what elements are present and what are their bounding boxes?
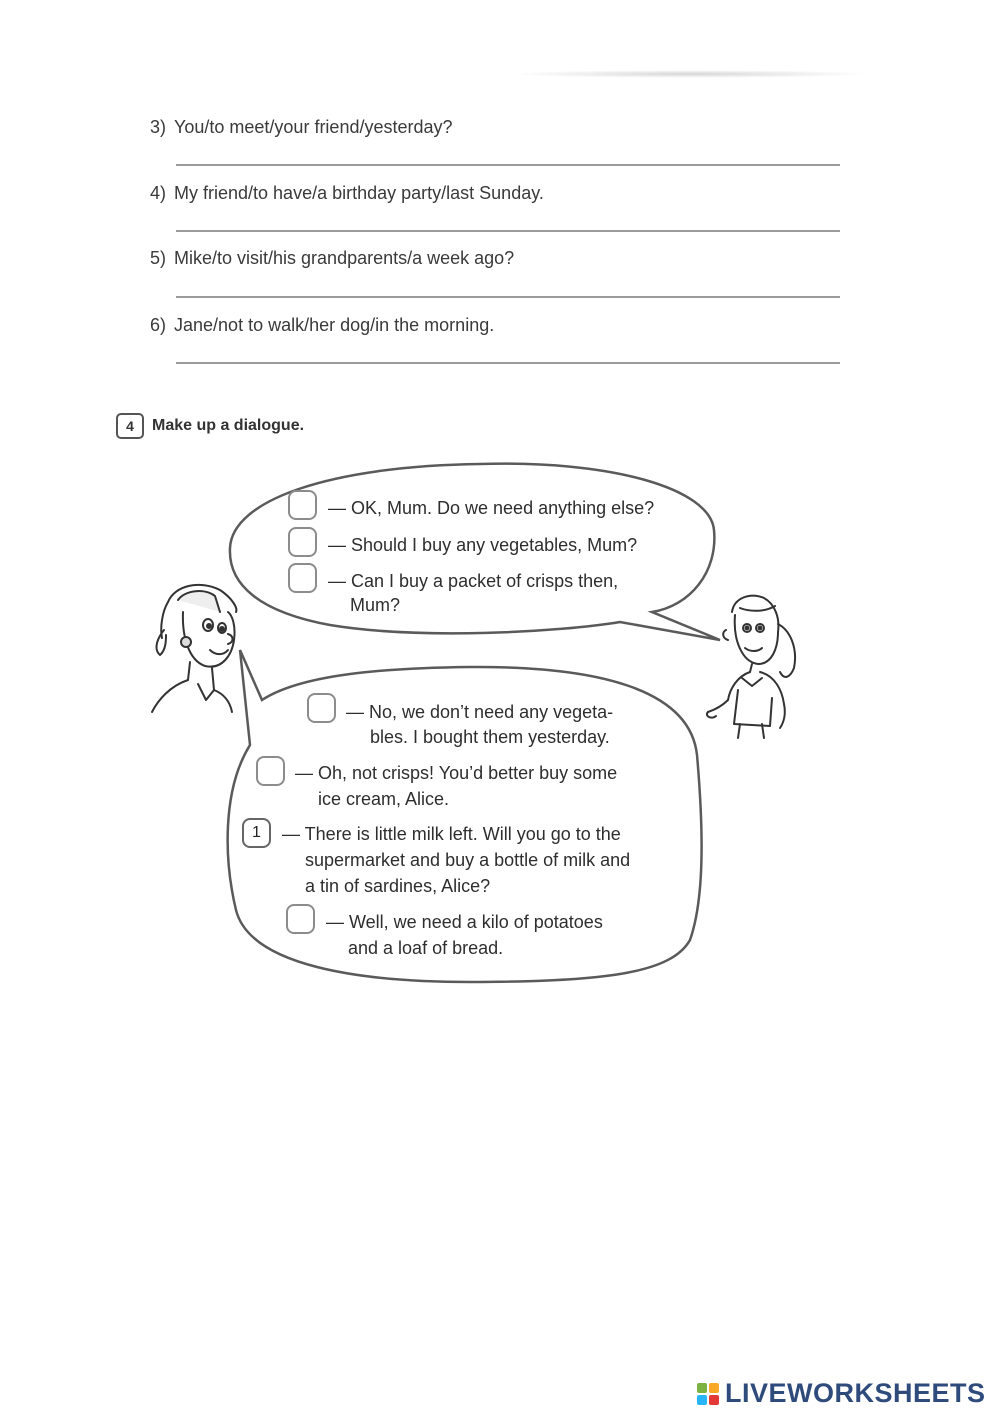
order-box-bottom-1[interactable] <box>307 693 336 723</box>
order-box-bottom-3: 1 <box>242 818 271 848</box>
dialogue-line: — Can I buy a packet of crisps then, <box>328 571 619 591</box>
dialogue-line: — Well, we need a kilo of potatoes <box>326 912 603 932</box>
logo-square <box>709 1395 719 1405</box>
logo-text: LIVEWORKSHEETS <box>725 1378 986 1408</box>
logo-mark-icon <box>697 1383 719 1405</box>
item-number: 4) <box>150 183 167 203</box>
dialogue-line: bles. I bought them yesterday. <box>370 727 610 747</box>
item-prompt: My friend/to have/a birthday party/last Sunday. <box>174 183 544 203</box>
alice-character <box>707 596 795 738</box>
item-number: 3) <box>150 117 167 137</box>
dialogue-line: and a loaf of bread. <box>348 938 504 958</box>
dialogue-line: a tin of sardines, Alice? <box>305 876 491 896</box>
dialogue-line: Mum? <box>350 595 401 615</box>
dialogue-line: — Oh, not crisps! You’d better buy some <box>295 763 618 783</box>
order-box-bottom-2[interactable] <box>256 756 285 786</box>
logo-square <box>697 1383 707 1393</box>
dialogue-line: ice cream, Alice. <box>318 789 450 809</box>
dialogue-line: — OK, Mum. Do we need anything else? <box>328 498 655 518</box>
item-prompt: Jane/not to walk/her dog/in the morning. <box>174 315 495 335</box>
dialogue-line: — Should I buy any vegetables, Mum? <box>328 535 638 555</box>
dialogue-line: — No, we don’t need any vegeta- <box>346 702 614 722</box>
liveworksheets-logo <box>697 1378 986 1409</box>
task-number-badge: 4 <box>116 413 144 439</box>
order-box-bottom-4[interactable] <box>286 904 315 934</box>
dialogue-line: — There is little milk left. Will you go to the <box>282 824 621 844</box>
order-box-top-1[interactable] <box>288 490 317 520</box>
item-prompt: You/to meet/your friend/yesterday? <box>174 117 453 137</box>
dialogue-line: supermarket and buy a bottle of milk and <box>305 850 631 870</box>
item-number: 5) <box>150 248 167 268</box>
item-number: 6) <box>150 315 167 335</box>
mum-character <box>152 585 236 712</box>
logo-square <box>697 1395 707 1405</box>
order-box-top-3[interactable] <box>288 563 317 593</box>
item-prompt: Mike/to visit/his grandparents/a week ago? <box>174 248 515 268</box>
order-box-top-2[interactable] <box>288 527 317 557</box>
logo-square <box>709 1383 719 1393</box>
task-title: Make up a dialogue. <box>152 417 305 434</box>
